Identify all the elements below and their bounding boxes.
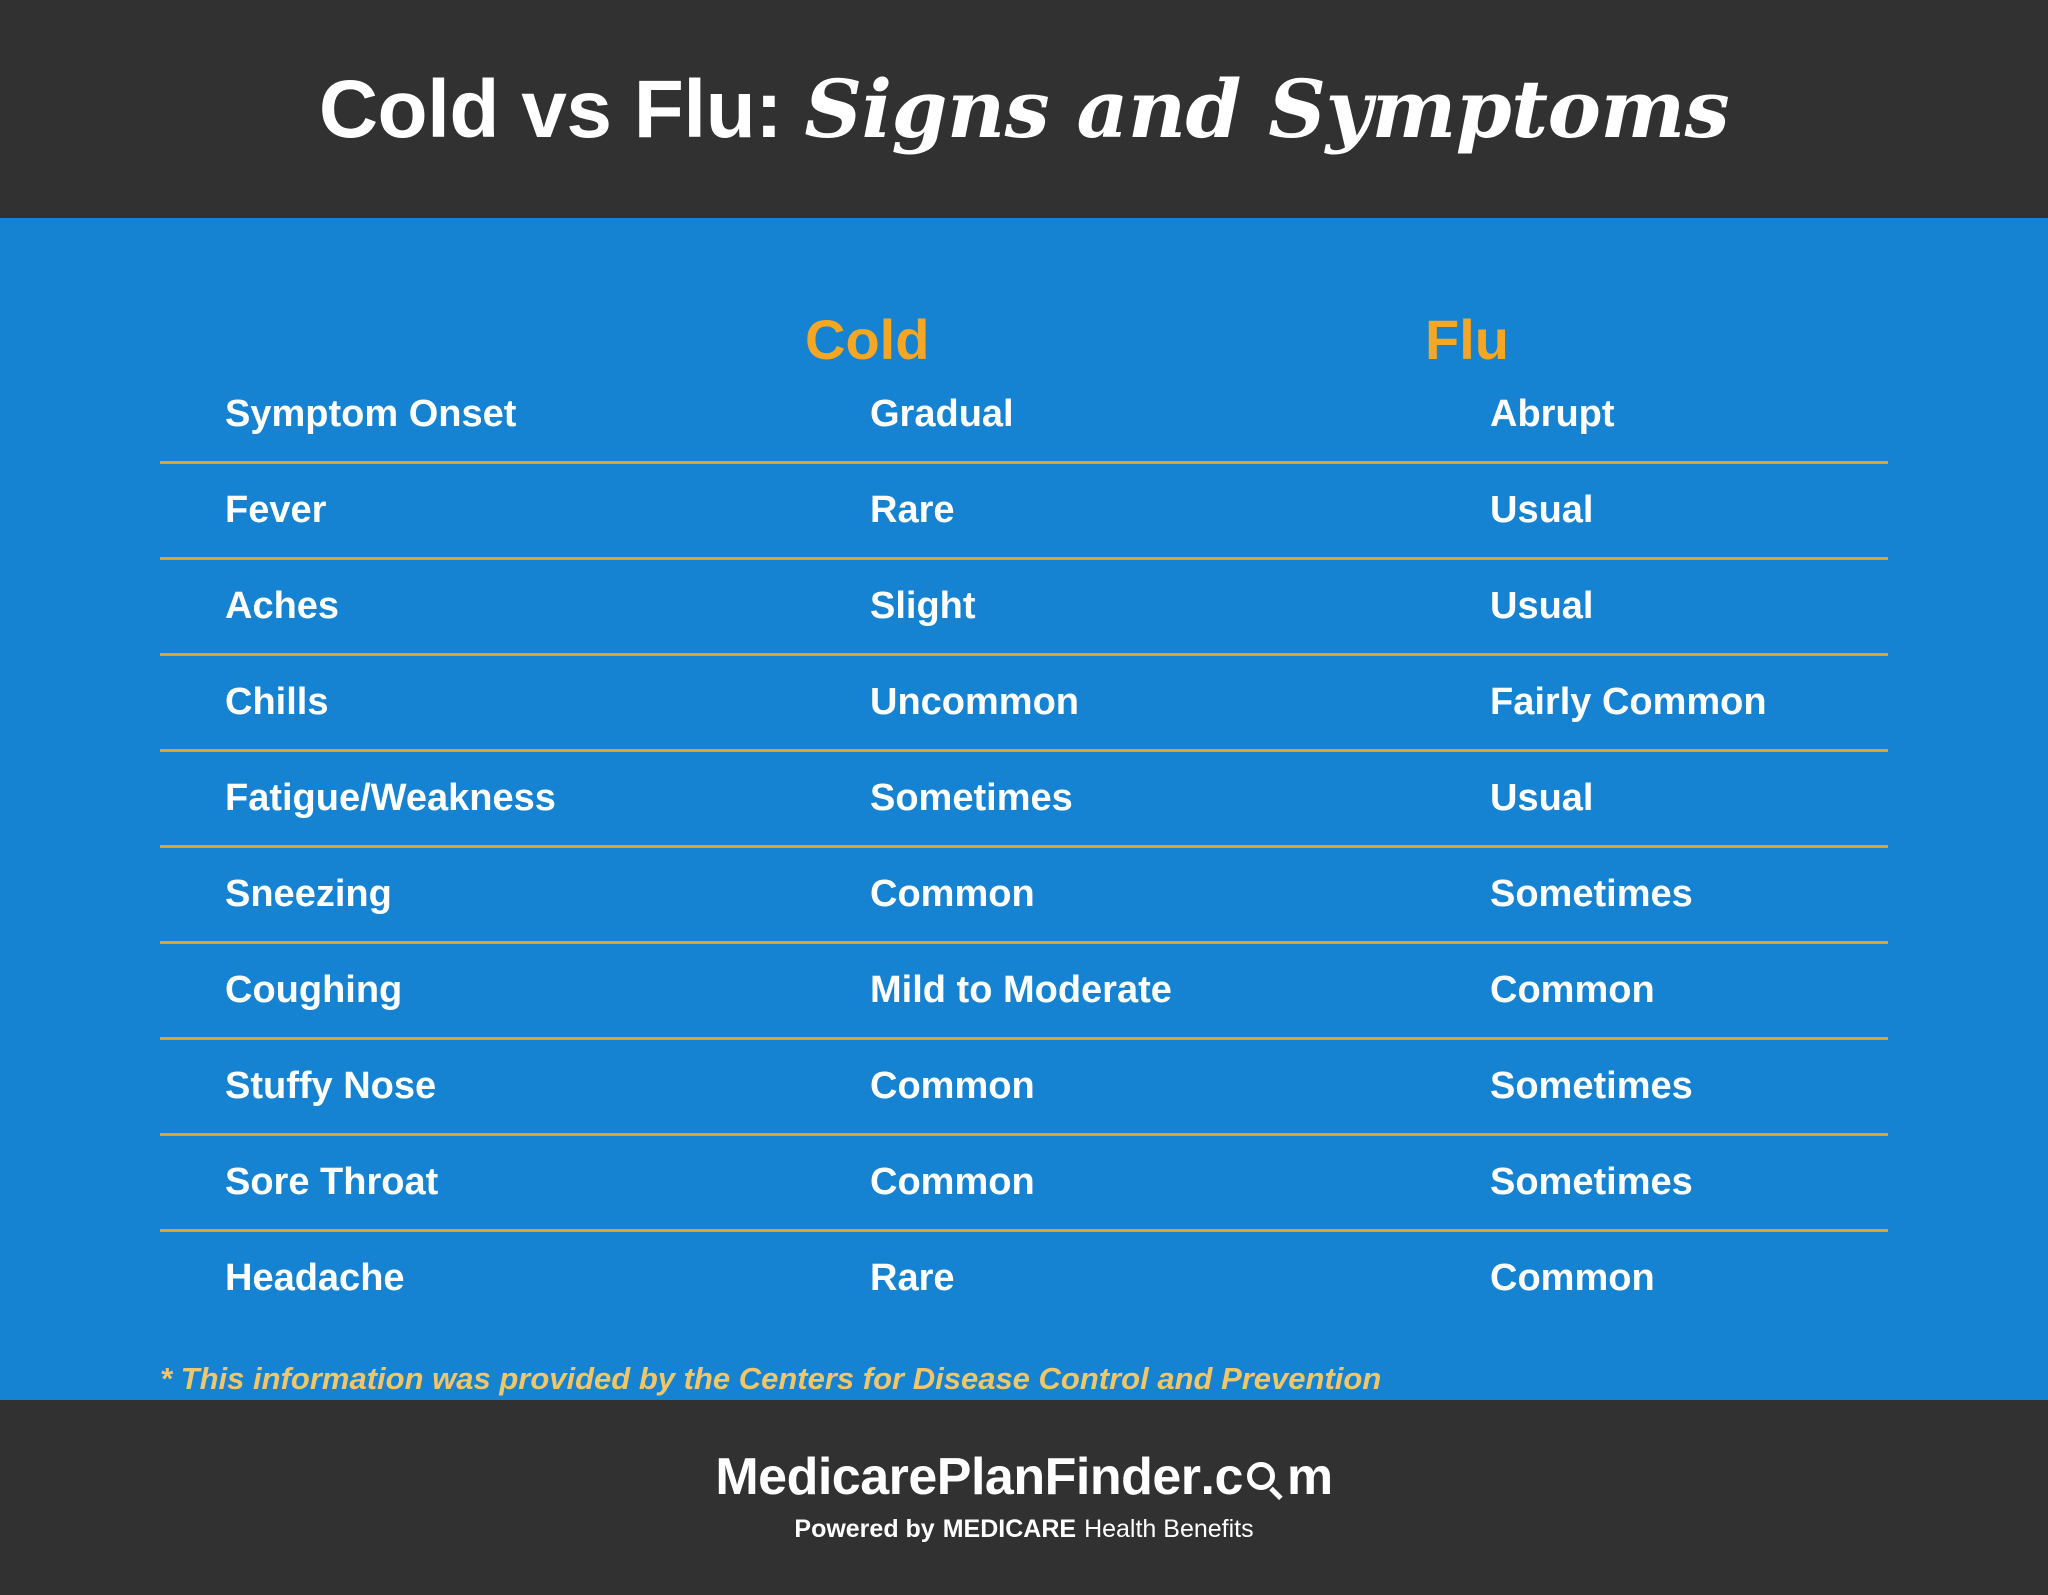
cell-flu: Sometimes [1490,1135,1888,1231]
cell-flu: Sometimes [1490,1039,1888,1135]
comparison-panel [0,218,2048,1400]
column-header-cold: Cold [805,308,930,371]
powered-prefix: Powered by [794,1515,935,1543]
cell-flu: Common [1490,943,1888,1039]
cell-flu: Common [1490,1257,1655,1299]
table-row [160,559,1888,655]
header-bar [0,0,2048,218]
column-headers [160,218,1888,371]
symptoms-table [160,368,1888,1325]
cell-flu: Abrupt [1490,368,1888,463]
cell-symptom: Coughing [160,943,870,1039]
powered-suffix: Health Benefits [1084,1515,1254,1543]
footer-bar [0,1400,2048,1595]
cell-flu: Sometimes [1490,847,1888,943]
page-title-bold: Cold vs Flu: [318,63,783,155]
cell-flu: Usual [1490,751,1888,847]
cell-cold: Slight [870,559,1490,655]
cell-cold: Rare [870,1257,955,1299]
brand-dot-com: .c [1200,1448,1243,1506]
brand-medicare: Medicare [715,1448,937,1506]
cell-cold: Mild to Moderate [870,943,1490,1039]
table-row [160,751,1888,847]
table-row [160,1039,1888,1135]
cell-cold: Uncommon [870,655,1490,751]
column-header-flu: Flu [1425,308,1509,371]
cell-flu: Fairly Common [1490,655,1888,751]
cell-symptom: Stuffy Nose [160,1039,870,1135]
cell-flu: Usual [1490,559,1888,655]
cell-cold: Sometimes [870,751,1490,847]
cell-symptom: Fever [160,463,870,559]
source-footnote: * This information was provided by the Centers for Disease Control and Prevention [160,1361,1382,1396]
table-row [160,368,1888,463]
cell-symptom: Fatigue/Weakness [160,751,870,847]
brand-com-tail: m [1286,1448,1333,1506]
brand-logo [715,1448,1333,1506]
magnifier-icon [1245,1458,1287,1500]
cell-cold: Common [870,1039,1490,1135]
brand-planfinder: PlanFinder [936,1448,1201,1506]
cell-symptom: Symptom Onset [160,368,870,463]
cell-symptom: Headache [225,1257,405,1299]
cell-symptom: Aches [160,559,870,655]
cell-flu: Usual [1490,463,1888,559]
table-row [160,1135,1888,1231]
cell-cold: Rare [870,463,1490,559]
table-row [160,943,1888,1039]
cell-cold: Gradual [870,368,1490,463]
table-row [160,1231,1888,1326]
table-row [160,655,1888,751]
cell-symptom: Chills [160,655,870,751]
cell-cold: Common [870,1135,1490,1231]
cell-cold: Common [870,847,1490,943]
table-row [160,463,1888,559]
cell-symptom: Sore Throat [160,1135,870,1231]
table-row [160,847,1888,943]
powered-medicare: MEDICARE [942,1515,1077,1543]
powered-by-line [794,1515,1253,1544]
cell-symptom: Sneezing [160,847,870,943]
page-title [319,62,1729,157]
page-title-italic: Signs and Symptoms [804,61,1730,156]
